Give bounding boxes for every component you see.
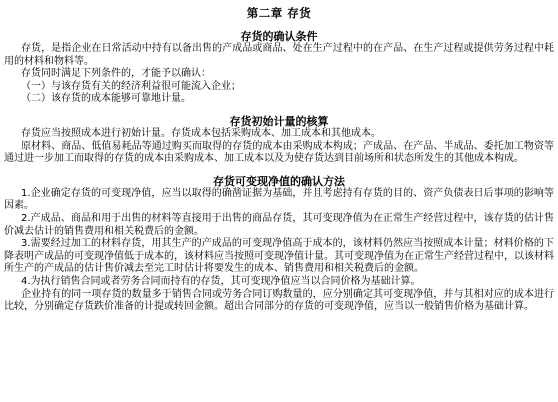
paragraph: 企业持有的同一项存货的数量多于销售合同或劳务合同订购数量的，应分别确定其可变现净值，并与其相对应的成本进行比较，分别确定存货跌价准备的计提或转回金额。超出合同部分的存货的可变现净值，应当以一般销售价格为基础计算。 (4, 288, 554, 313)
section-recognition-conditions (4, 30, 554, 106)
list-item: （一）与该存货有关的经济利益很可能流入企业； (21, 80, 241, 92)
section-net-realizable-value (4, 175, 554, 314)
list-item: 4.为执行销售合同或者劳务合同而持有的存货，其可变现净值应当以合同价格为基础计算。 (21, 275, 421, 287)
list-item: 2.产成品、商品和用于出售的材料等直接用于出售的商品存货，其可变现净值为在正常生产经营过程中，该存货的估计售价减去估计的销售费用和相关税费后的金额。 (4, 212, 554, 237)
section-initial-measurement (4, 115, 554, 166)
section-title: 存货的确认条件 (240, 30, 318, 43)
section-title: 存货可变现净值的确认方法 (213, 174, 345, 188)
list-item: 1.企业确定存货的可变现净值，应当以取得的确凿证据为基础，并且考虑持有存货的目的、资产负债表日后事项的影响等因素。 (4, 187, 554, 212)
paragraph: 存货，是指企业在日常活动中持有以备出售的产成品或商品、处在生产过程中的在产品、在生产过程或提供劳务过程中耗用的材料和物料等。 (4, 43, 554, 67)
chapter-title: 第二章 存货 (246, 6, 312, 20)
paragraph: 存货应当按照成本进行初始计量。存货成本包括采购成本、加工成本和其他成本。 (21, 127, 381, 139)
paragraph: 存货同时满足下列条件的，才能予以确认： (21, 68, 211, 80)
paragraph: 原材料、商品、低值易耗品等通过购买而取得的存货的成本由采购成本构成；产成品、在产品、半成品、委托加工物资等通过进一步加工而取得的存货的成本由采购成本、加工成本以及为使存货达到目前场所和状态所发生的其他成本构成。 (4, 140, 554, 165)
section-title: 存货初始计量的核算 (229, 114, 329, 128)
list-item: 3.需要经过加工的材料存货，用其生产的产成品的可变现净值高于成本的，该材料仍然应当按照成本计量；材料价格的下降表明产成品的可变现净值低于成本的，该材料应当按照可变现净值计量。其可变现净值为在正常生产经营过程中，以该材料所生产的产成品的估计售价减去至完工时估计将要发生的成本、销售费用和相关税费后的金额。 (4, 238, 554, 275)
list-item: （二）该存货的成本能够可靠地计量。 (21, 93, 191, 105)
